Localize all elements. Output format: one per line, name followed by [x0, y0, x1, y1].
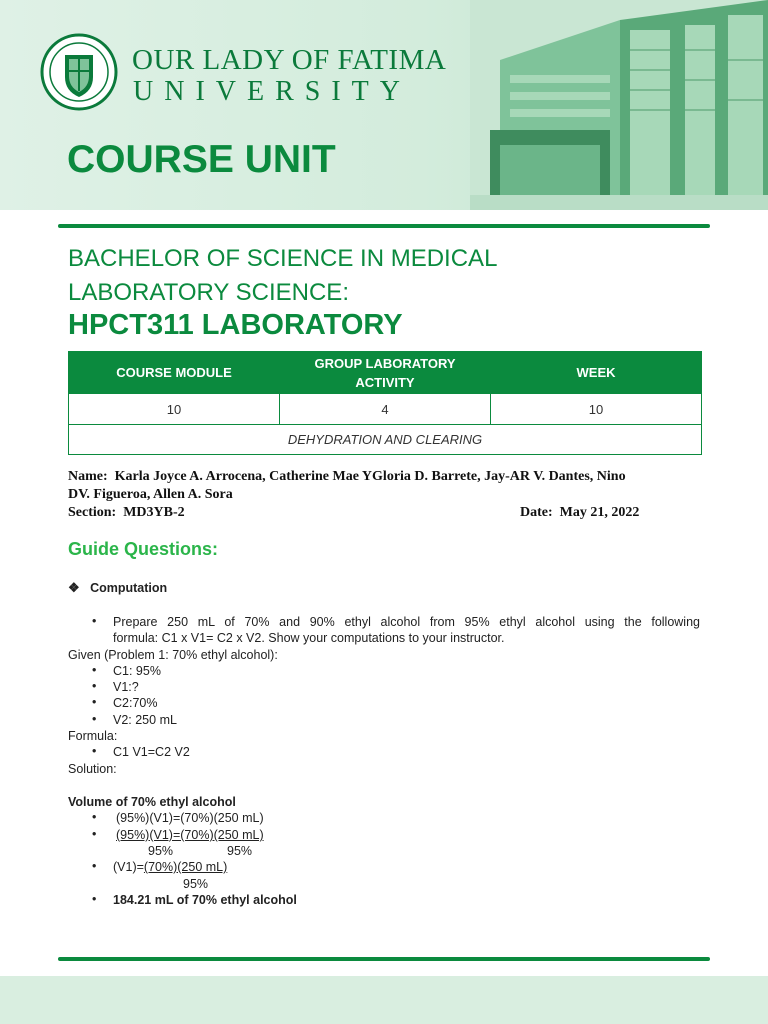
university-name-line2: UNIVERSITY [133, 76, 411, 107]
date-label: Date: [520, 505, 553, 520]
solution-step3-denominator: 95% [183, 877, 209, 891]
given-item: C2:70% [113, 696, 158, 710]
bullet-icon: • [92, 695, 97, 709]
name-value-line1: Karla Joyce A. Arrocena, Catherine Mae YGloria D. Barrete, Jay-AR V. Dantes, Nino [114, 469, 626, 484]
header-course-module: COURSE MODULE [69, 352, 280, 394]
computation-label: Computation [90, 581, 168, 595]
value-course-module: 10 [69, 394, 280, 425]
footer-band [0, 976, 768, 1024]
volume-heading: Volume of 70% ethyl alcohol [68, 795, 236, 809]
bullet-icon: • [92, 663, 97, 677]
formula-label: Formula: [68, 729, 118, 743]
solution-step2-numerator: (95%)(V1)=(70%)(250 mL) [116, 828, 264, 842]
solution-step3-numerator: (70%)(250 mL) [143, 860, 228, 874]
top-divider [58, 224, 710, 228]
university-seal-icon [40, 33, 118, 111]
program-line2: LABORATORY SCIENCE: [68, 279, 349, 306]
guide-questions-title: Guide Questions: [68, 539, 219, 559]
given-item: V2: 250 mL [113, 713, 177, 727]
table-row [69, 394, 702, 425]
given-item: C1: 95% [113, 664, 161, 678]
bottom-divider [58, 957, 710, 961]
section-label: Section: [68, 505, 117, 520]
diamond-bullet-icon: ❖ [68, 580, 80, 595]
instruction-text [113, 614, 700, 647]
bullet-icon: • [92, 744, 97, 758]
solution-step2-denominator-left: 95% [148, 844, 174, 858]
header-week: WEEK [491, 352, 702, 394]
bullet-icon: • [92, 892, 97, 906]
given-label: Given (Problem 1: 70% ethyl alcohol): [68, 648, 278, 662]
solution-result: 184.21 mL of 70% ethyl alcohol [113, 893, 297, 907]
bullet-icon: • [92, 614, 97, 628]
bullet-icon: • [92, 827, 97, 841]
bullet-icon: • [92, 679, 97, 693]
bullet-icon: • [92, 712, 97, 726]
header-banner [0, 0, 768, 210]
name-label: Name: [68, 469, 108, 484]
document-type-title: COURSE UNIT [67, 138, 336, 181]
section-block [68, 504, 185, 522]
course-title: HPCT311 LABORATORY [68, 309, 403, 341]
instruction-line1: Prepare 250 mL of 70% and 90% ethyl alcohol from 95% ethyl alcohol using the following [113, 615, 700, 629]
instruction-line2: formula: C1 x V1= C2 x V2. Show your computations to your instructor. [113, 631, 505, 646]
header-group-activity: GROUP LABORATORY ACTIVITY [280, 352, 491, 394]
value-week: 10 [491, 394, 702, 425]
topic-cell: DEHYDRATION AND CLEARING [69, 425, 702, 455]
solution-step1: (95%)(V1)=(70%)(250 mL) [116, 811, 264, 825]
name-value-line2: DV. Figueroa, Allen A. Sora [68, 487, 233, 502]
solution-label: Solution: [68, 762, 117, 776]
table-row [69, 425, 702, 455]
solution-step3 [113, 859, 227, 875]
formula-item: C1 V1=C2 V2 [113, 745, 190, 759]
solution-step2-denominator-right: 95% [227, 844, 253, 858]
module-table [68, 351, 702, 455]
bullet-icon: • [92, 859, 97, 873]
section-value: MD3YB-2 [123, 505, 185, 520]
value-group-activity: 4 [280, 394, 491, 425]
university-name-line1: OUR LADY OF FATIMA [132, 44, 447, 76]
table-header-row [69, 352, 702, 394]
program-line1: BACHELOR OF SCIENCE IN MEDICAL [68, 245, 498, 272]
bullet-icon: • [92, 810, 97, 824]
date-value: May 21, 2022 [559, 505, 640, 520]
program-title [68, 242, 708, 310]
date-block [520, 504, 639, 522]
university-building-image [470, 0, 768, 210]
name-block [68, 468, 708, 504]
given-item: V1:? [113, 680, 139, 694]
computation-heading [68, 580, 167, 596]
solution-step3-prefix: (V1)= [113, 860, 144, 874]
